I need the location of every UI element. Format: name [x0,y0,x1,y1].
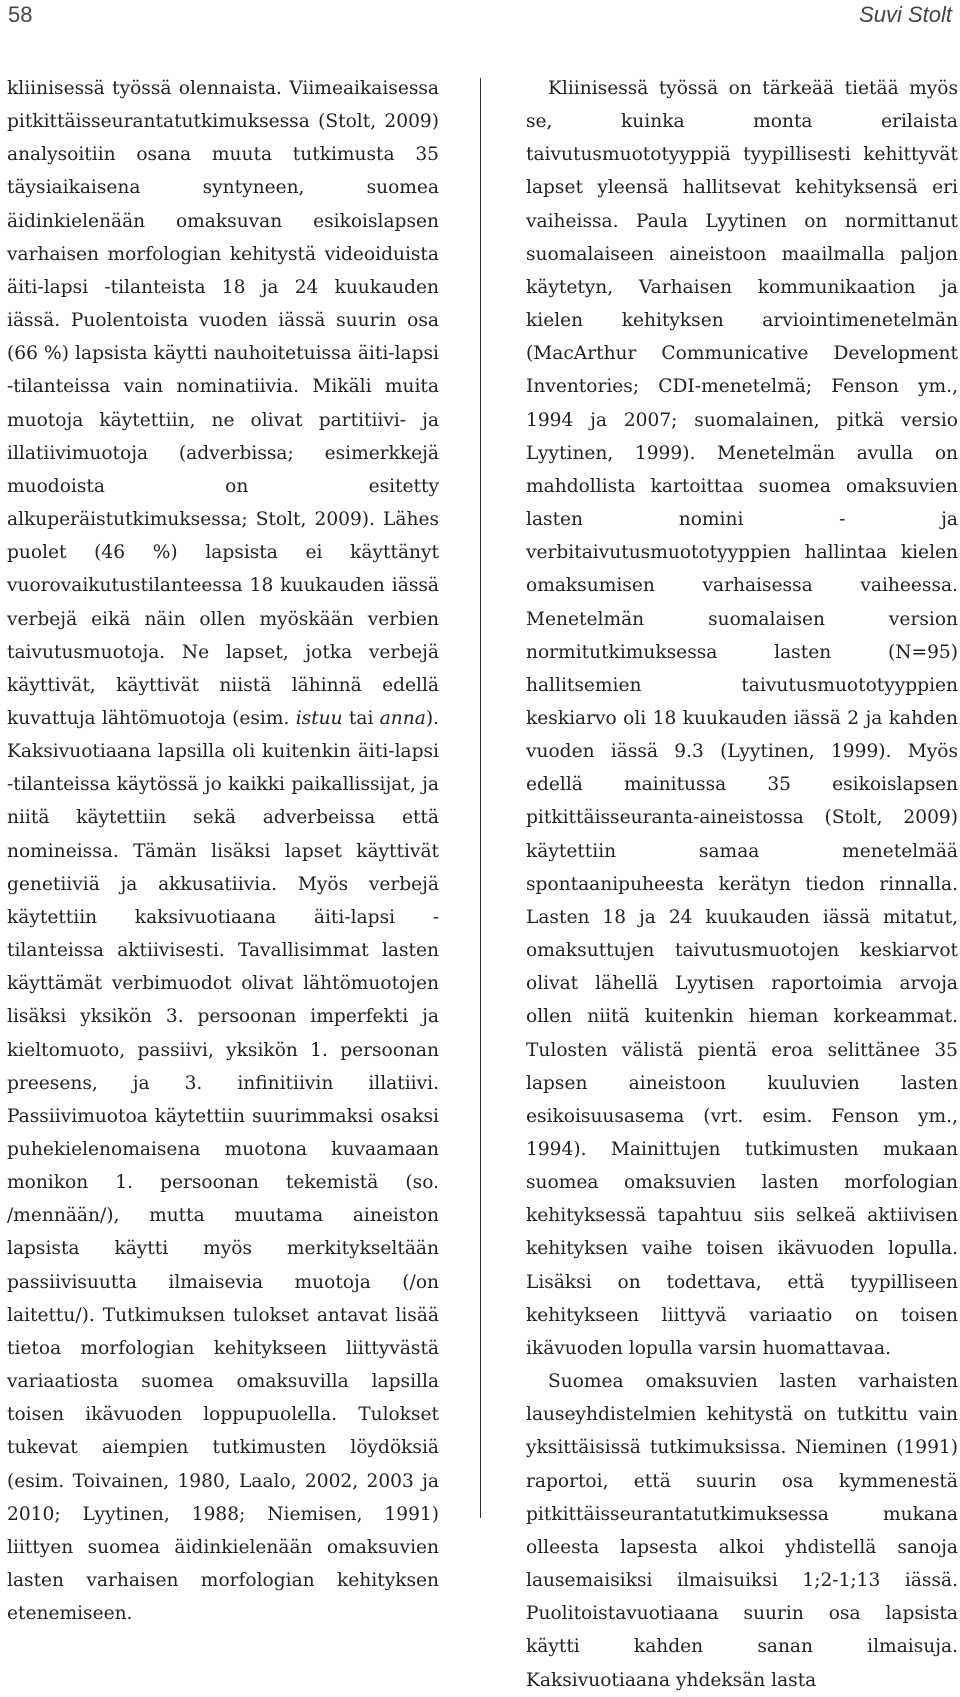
paragraph: Suomea omaksuvien lasten varhaisten lauseyhdistelmien kehitystä on tutkittu vain yksittäisissä tutkimuksissa. Nieminen (1991) raportoi, että suurin osa kymmenestä pitkittäisseurantatutkimuksessa mukana olleesta lapsesta alkoi yhdistellä sanoja lausemaisiksi ilmaisuiksi 1;2-1;13 iässä. Puolitoistavuotiaana suurin osa lapsista käytti kahden sanan ilmaisuja. Kaksivuotiaana yhdeksän lasta [526,1371,958,1691]
running-head-author: Suvi Stolt [859,2,952,27]
running-header [0,0,960,40]
column-divider [480,78,481,1518]
paragraph-text: kliinisessä työssä olennaista. Viimeaikaisessa pitkittäisseurantatutkimuksessa (Stolt, 2009) analysoitiin osana muuta tutkimusta 35 täysiaikaisena syntyneen, suomea äidinkielenään omaksuvan esikoislapsen varhaisen morfologian kehitystä videoiduista äiti-lapsi -tilanteista 18 ja 24 kuukauden iässä. Puolentoista vuoden iässä suurin osa (66 %) lapsista käytti nauhoitetuissa äiti-lapsi -tilanteissa vain nominatiivia. Mikäli muita muotoja käytettiin, ne olivat partitiivi- ja illatiivimuotoja (adverbissa; esimerkkejä muodoista on esitetty alkuperäistutkimuksessa; Stolt, 2009). Lähes puolet (46 %) lapsista ei käyttänyt vuorovaikutustilanteessa 18 kuukauden iässä verbejä eikä näin ollen myöskään verbien taivutusmuotoja. Ne lapset, jotka verbejä käyttivät, käyttivät niistä lähinnä edellä kuvattuja lähtömuotoja (esim. [7,78,439,729]
paragraph [7,72,439,1630]
right-text-column [526,72,958,1691]
page-number: 58 [8,2,33,27]
paragraph: Kliinisessä työssä on tärkeää tietää myös se, kuinka monta erilaista taivutusmuototyyppiä tyypillisesti kehittyvät lapset yleensä hallitsevat kehityksensä eri vaiheissa. Paula Lyytinen on normittanut suomalaiseen aineistoon maailmalla paljon käytetyn, Varhaisen kommunikaation ja kielen kehityksen arviointimenetelmän (MacArthur Communicative Development Inventories; CDI-menetelmä; Fenson ym., 1994 ja 2007; suomalainen, pitkä versio Lyytinen, 1999). Menetelmän avulla on mahdollista kartoittaa suomea omaksuvien lasten nomini - ja verbitaivutusmuototyyppien hallintaa kielen omaksumisen varhaisessa vaiheessa. Menetelmän suomalaisen version normitutkimuksessa lasten (N=95) hallitsemien taivutusmuototyyppien keskiarvo oli 18 kuukauden iässä 2 ja kahden vuoden iässä 9.3 (Lyytinen, 1999). Myös edellä mainitussa 35 esikoislapsen pitkittäisseuranta-aineistossa (Stolt, 2009) käytettiin samaa menetelmää spontaanipuheesta kerätyn tiedon rinnalla. Lasten 18 ja 24 kuukauden iässä mitatut, omaksuttujen taivutusmuotojen keskiarvot olivat lähellä Lyytisen raportoimia arvoja ollen niitä kuitenkin hieman korkeammat. Tulosten välistä pientä eroa selittänee 35 lapsen aineistoon kuuluvien lasten esikoisuusasema (vrt. esim. Fenson ym., 1994). Mainittujen tutkimusten mukaan suomea omaksuvien lasten morfologian kehityksessä tapahtuu siis selkeä aktiivisen kehityksen vaihe toisen ikävuoden lopulla. Lisäksi on todettava, että tyypilliseen kehitykseen liittyvä variaatio on toisen ikävuoden lopulla varsin huomattavaa. [526,78,958,1359]
conjunction: tai [348,707,374,729]
example-word: istuu [295,707,343,729]
example-word: anna [379,707,426,729]
paragraph-text: ). Kaksivuotiaana lapsilla oli kuitenkin äiti-lapsi -tilanteissa käytössä jo kaikki paikallissijat, ja niitä käytettiin sekä adverbeissa että nomineissa. Tämän lisäksi lapset käyttivät genetiiviä ja akkusatiivia. Myös verbejä käytettiin kaksivuotiaana äiti-lapsi -tilanteissa aktiivisesti. Tavallisimmat lasten käyttämät verbimuodot olivat lähtömuotojen lisäksi yksikön 3. persoonan imperfekti ja kieltomuoto, passiivi, yksikön 1. persoonan preesens, ja 3. infinitiivin illatiivi. Passiivimuotoa käytettiin suurimmaksi osaksi puhekielenomaisena muotona kuvaamaan monikon 1. persoonan tekemistä (so. /mennään/), mutta muutama aineiston lapsista käytti myös merkitykseltään passiivisuutta ilmaisevia muotoja (/on laitettu/). Tutkimuksen tulokset antavat lisää tietoa morfologian kehitykseen liittyvästä variaatiosta suomea omaksuvilla lapsilla toisen ikävuoden loppupuolella. Tulokset tukevat aiempien tutkimusten löydöksiä (esim. Toivainen, 1980, Laalo, 2002, 2003 ja 2010; Lyytinen, 1988; Niemisen, 1991) liittyen suomea äidinkielenään omaksuvien lasten varhaisen morfologian kehityksen etenemiseen. [7,707,439,1625]
left-text-column [7,72,439,1625]
